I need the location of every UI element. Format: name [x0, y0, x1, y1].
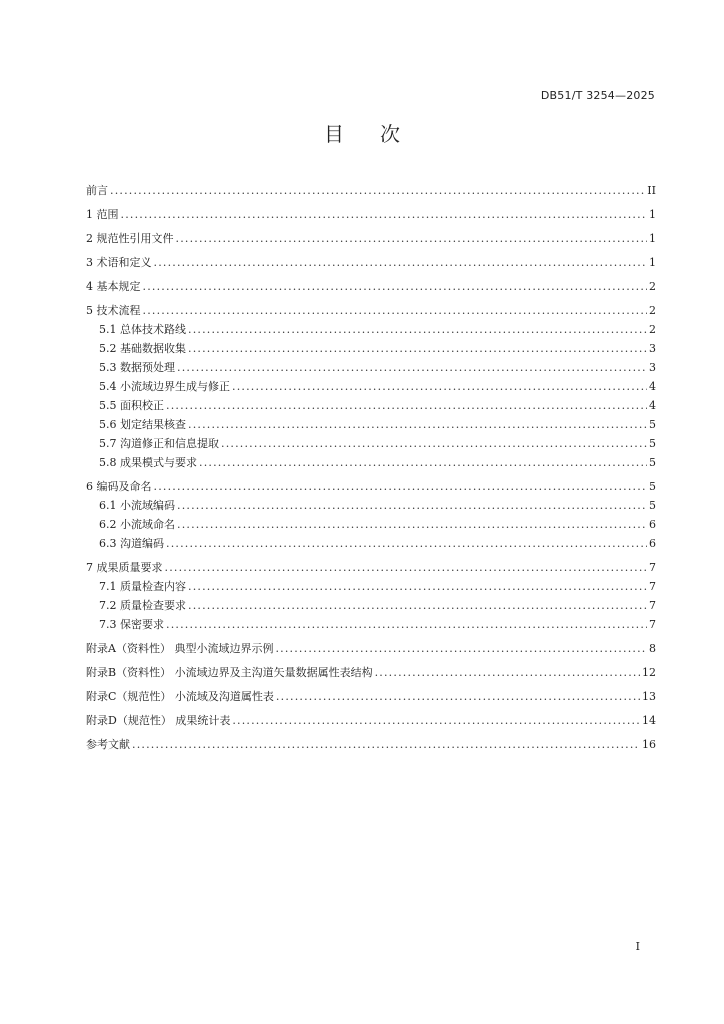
toc-entry[interactable] — [86, 596, 656, 615]
toc-entry-page: 13 — [642, 690, 656, 703]
page-number: I — [635, 940, 640, 953]
toc-entry-label: 5.7 沟道修正和信息提取 — [99, 437, 219, 450]
toc-leader-dots — [177, 358, 647, 377]
toc-leader-dots — [188, 415, 647, 434]
toc-entry-page: 16 — [642, 738, 656, 751]
toc-leader-dots — [121, 205, 648, 224]
toc-leader-dots — [276, 687, 640, 706]
toc-leader-dots — [375, 663, 640, 682]
toc-entry-page: 7 — [649, 561, 656, 574]
toc-entry-label: 附录D（规范性） 成果统计表 — [86, 714, 231, 727]
toc-entry-page: 14 — [642, 714, 656, 727]
toc-leader-dots — [177, 515, 647, 534]
toc-leader-dots — [188, 339, 647, 358]
toc-entry-label: 4 基本规定 — [86, 280, 141, 293]
table-of-contents — [86, 176, 656, 754]
toc-title — [0, 118, 724, 147]
toc-entry-label: 7.3 保密要求 — [99, 618, 164, 631]
toc-leader-dots — [166, 534, 647, 553]
toc-entry[interactable] — [86, 615, 656, 634]
toc-entry-page: 3 — [649, 361, 656, 374]
toc-entry-label: 6.3 沟道编码 — [99, 537, 164, 550]
toc-entry-page: 5 — [649, 437, 656, 450]
toc-title-right: 次 — [380, 122, 400, 146]
toc-leader-dots — [143, 301, 648, 320]
toc-entry[interactable] — [86, 301, 656, 320]
toc-entry[interactable] — [86, 639, 656, 658]
toc-leader-dots — [166, 396, 647, 415]
toc-entry-page: 4 — [649, 399, 656, 412]
toc-entry[interactable] — [86, 396, 656, 415]
toc-leader-dots — [275, 639, 647, 658]
toc-entry-label: 6.1 小流域编码 — [99, 499, 175, 512]
toc-entry-page: 2 — [649, 304, 656, 317]
toc-entry-label: 5.2 基础数据收集 — [99, 342, 186, 355]
toc-entry[interactable] — [86, 453, 656, 472]
toc-entry[interactable] — [86, 477, 656, 496]
document-code: DB51/T 3254—2025 — [540, 89, 655, 102]
toc-entry-page: 2 — [649, 323, 656, 336]
toc-entry[interactable] — [86, 577, 656, 596]
toc-entry[interactable] — [86, 339, 656, 358]
toc-entry-label: 附录A（资料性） 典型小流域边界示例 — [86, 642, 274, 655]
toc-entry[interactable] — [86, 496, 656, 515]
toc-entry-label: 附录B（资料性） 小流域边界及主沟道矢量数据属性表结构 — [86, 666, 373, 679]
toc-entry-page: 1 — [649, 232, 656, 245]
toc-leader-dots — [166, 615, 647, 634]
toc-leader-dots — [132, 735, 640, 754]
toc-entry[interactable] — [86, 711, 656, 730]
toc-entry[interactable] — [86, 229, 656, 248]
toc-entry[interactable] — [86, 415, 656, 434]
toc-entry-label: 参考文献 — [86, 738, 130, 751]
toc-leader-dots — [232, 377, 647, 396]
toc-entry[interactable] — [86, 377, 656, 396]
toc-title-left: 目 — [324, 122, 344, 146]
toc-entry[interactable] — [86, 358, 656, 377]
toc-entry-page: 6 — [649, 518, 656, 531]
toc-entry-label: 5.1 总体技术路线 — [99, 323, 186, 336]
toc-entry-label: 附录C（规范性） 小流域及沟道属性表 — [86, 690, 274, 703]
toc-leader-dots — [165, 558, 648, 577]
toc-entry-label: 7.1 质量检查内容 — [99, 580, 186, 593]
toc-leader-dots — [232, 711, 640, 730]
toc-entry-page: 5 — [649, 456, 656, 469]
toc-entry[interactable] — [86, 181, 656, 200]
toc-leader-dots — [154, 477, 648, 496]
toc-entry-page: 7 — [649, 599, 656, 612]
toc-entry[interactable] — [86, 205, 656, 224]
toc-entry[interactable] — [86, 434, 656, 453]
toc-leader-dots — [188, 320, 647, 339]
toc-entry-page: 5 — [649, 418, 656, 431]
toc-leader-dots — [154, 253, 648, 272]
toc-entry-page: 8 — [649, 642, 656, 655]
toc-entry[interactable] — [86, 663, 656, 682]
toc-entry-page: 4 — [649, 380, 656, 393]
toc-entry-label: 5.6 划定结果核查 — [99, 418, 186, 431]
toc-entry-page: 5 — [649, 499, 656, 512]
toc-entry-label: 3 术语和定义 — [86, 256, 152, 269]
toc-leader-dots — [176, 229, 648, 248]
toc-entry-label: 7 成果质量要求 — [86, 561, 163, 574]
toc-entry-page: 6 — [649, 537, 656, 550]
toc-entry-label: 5.8 成果模式与要求 — [99, 456, 197, 469]
toc-entry-page: 2 — [649, 280, 656, 293]
toc-entry-page: 5 — [649, 480, 656, 493]
toc-entry-page: 7 — [649, 580, 656, 593]
toc-entry-label: 7.2 质量检查要求 — [99, 599, 186, 612]
toc-entry-label: 5.3 数据预处理 — [99, 361, 175, 374]
toc-entry-page: 12 — [642, 666, 656, 679]
toc-entry[interactable] — [86, 735, 656, 754]
toc-leader-dots — [188, 596, 647, 615]
toc-leader-dots — [221, 434, 647, 453]
toc-entry[interactable] — [86, 558, 656, 577]
toc-entry[interactable] — [86, 277, 656, 296]
toc-entry-label: 5.4 小流域边界生成与修正 — [99, 380, 230, 393]
toc-entry-label: 5 技术流程 — [86, 304, 141, 317]
toc-entry[interactable] — [86, 253, 656, 272]
toc-leader-dots — [199, 453, 647, 472]
toc-entry[interactable] — [86, 534, 656, 553]
toc-entry-label: 5.5 面积校正 — [99, 399, 164, 412]
toc-entry[interactable] — [86, 515, 656, 534]
toc-entry[interactable] — [86, 687, 656, 706]
toc-leader-dots — [177, 496, 647, 515]
toc-entry-page: 1 — [649, 256, 656, 269]
toc-entry-label: 6 编码及命名 — [86, 480, 152, 493]
toc-entry-page: 3 — [649, 342, 656, 355]
toc-entry-page: II — [647, 184, 656, 197]
toc-leader-dots — [143, 277, 648, 296]
toc-entry[interactable] — [86, 320, 656, 339]
toc-entry-label: 前言 — [86, 184, 108, 197]
toc-entry-page: 1 — [649, 208, 656, 221]
toc-entry-page: 7 — [649, 618, 656, 631]
toc-entry-label: 1 范围 — [86, 208, 119, 221]
toc-entry-label: 6.2 小流域命名 — [99, 518, 175, 531]
toc-entry-label: 2 规范性引用文件 — [86, 232, 174, 245]
toc-leader-dots — [110, 181, 645, 200]
toc-leader-dots — [188, 577, 647, 596]
